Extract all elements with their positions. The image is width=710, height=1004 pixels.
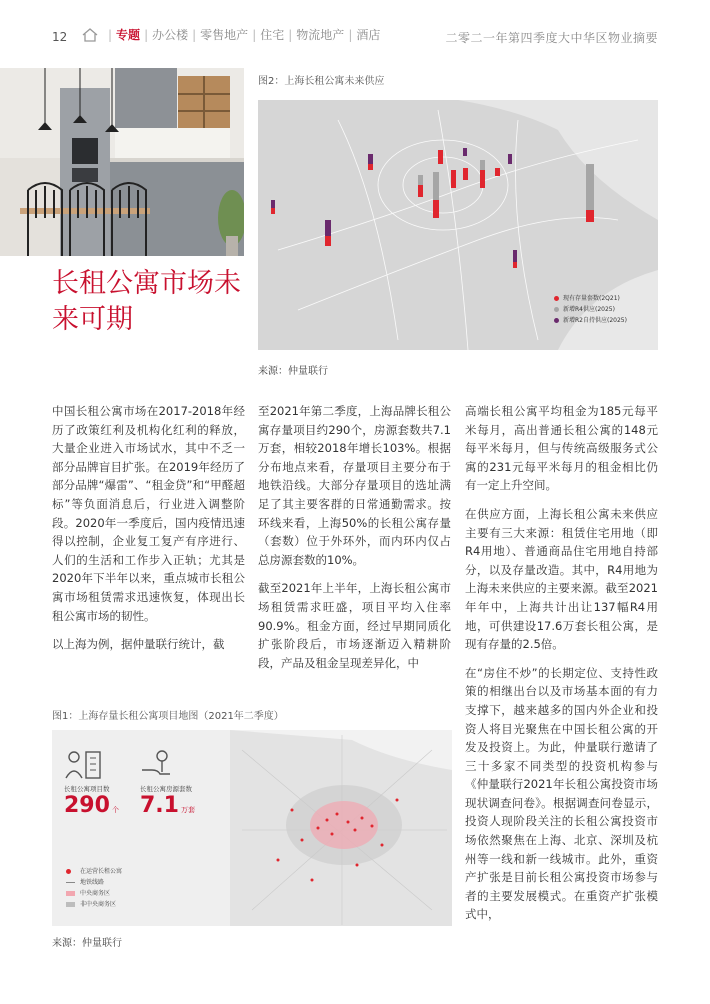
legend-item: 在运营长租公寓 xyxy=(66,866,122,877)
legend-swatch xyxy=(66,902,75,907)
legend-item: 新增R2自持供应(2025) xyxy=(554,315,627,326)
nav-separator: | xyxy=(108,27,113,42)
paragraph: 至2021年第二季度，上海品牌长租公寓存量项目约290个，房源套数共7.1万套，相较2018年增长103%。根据分布地点来看，存量项目主要分布于地铁沿线。大部分存量项目的选址满足了其主要客群的日常通勤需求。按环线来看，上海50%的长租公寓存量（套数）位于外环外，而内环内仅占总房源套数的10%。 xyxy=(258,404,451,567)
stat-label: 长租公寓房源套数 xyxy=(140,785,192,793)
nav-separator: | xyxy=(252,27,257,42)
paragraph: 在“房住不炒”的长期定位、支持性政策的相继出台以及市场基本面的有力支撑下，越来越多的国内外企业和投资人将目光聚焦在中国长租公寓的开发及投资上。为此，仲量联行邀请了三十多家不同类型的投资机构参与《仲量联行2021年长租公寓投资市场现状调查问卷》。根据调查问卷显示，投资人现阶段关注的长租公寓投资市场依然聚焦在上海、北京、深圳及杭州等一线和新一线城市。此外，重资产扩张是目前长租公寓投资市场参与者的主要发展模式。在重资产扩张模式中， xyxy=(465,665,658,922)
nav-item-special[interactable]: 专题 xyxy=(116,28,141,42)
nav-item-logistics[interactable]: 物流地产 xyxy=(296,28,345,42)
nav-separator: | xyxy=(144,27,149,42)
legend-item: 现有存量套数(2Q21) xyxy=(554,293,627,304)
legend-swatch xyxy=(66,869,71,874)
page-number: 12 xyxy=(52,30,68,44)
figure1-caption: 图1：上海存量长租公寓项目地图（2021年二季度） xyxy=(52,711,284,722)
figure2-legend xyxy=(554,293,627,326)
report-title: 二零二一年第四季度大中华区物业摘要 xyxy=(445,31,658,45)
stat-unit: 个 xyxy=(111,806,119,814)
stat-unit: 万套 xyxy=(180,806,195,814)
shanghai-stock-map xyxy=(52,730,452,926)
nav-separator: | xyxy=(348,27,353,42)
stat-unit-count xyxy=(140,784,195,818)
paragraph: 在供应方面，上海长租公寓未来供应主要有三大来源：租赁住宅用地（即R4用地）、普通商品住宅用地自持部分，以及存量改造。其中，R4用地为上海未来供应的主要来源。截至2021年年中，上海共计出让137幅R4用地，可供建设17.6万套长租公寓，是现有存量的2.5倍。 xyxy=(465,506,658,652)
legend-item: 非中央商务区 xyxy=(66,899,122,910)
stat-label: 长租公寓项目数 xyxy=(64,785,110,793)
paragraph: 截至2021年上半年，上海长租公寓市场租赁需求旺盛，项目平均入住率90.9%。租金方面，经过早期同质化扩张阶段后，市场逐渐迈入精耕阶段，产品及租金呈现差异化，中 xyxy=(258,581,451,670)
stat-value: 290 xyxy=(64,793,110,818)
figure2-source: 来源：仲量联行 xyxy=(258,366,328,377)
home-icon[interactable] xyxy=(82,28,98,42)
legend-swatch xyxy=(554,296,559,301)
nav-item-residential[interactable]: 住宅 xyxy=(260,28,285,42)
nav-item-retail[interactable]: 零售地产 xyxy=(200,28,249,42)
legend-swatch xyxy=(66,882,75,883)
body-column-1 xyxy=(52,402,245,664)
kitchen-photo xyxy=(0,68,244,256)
figure2-caption: 图2：上海长租公寓未来供应 xyxy=(258,76,385,87)
stat-project-count xyxy=(64,784,119,818)
legend-item: 中央商务区 xyxy=(66,888,122,899)
section-nav xyxy=(82,26,380,43)
legend-item: 地铁线路 xyxy=(66,877,122,888)
nav-item-hotel[interactable]: 酒店 xyxy=(356,28,381,42)
paragraph: 中国长租公寓市场在2017-2018年经历了政策红利及机构化红利的释放，大量企业进入市场试水，其中不乏一部分品牌盲目扩张。在2019年经历了部分品牌“爆雷”、“租金贷”和“甲醛超标”等负面消息后，行业进入调整阶段。2020年一季度后，国内疫情迅速得以控制，企业复工复产有序进行、人们的生活和工作步入正轨；尤其是2020年下半年以来，重点城市长租公寓市场租赁需求迅速恢复，体现出长租公寓市场的韧性。 xyxy=(52,404,245,623)
legend-item: 新增R4供应(2025) xyxy=(554,304,627,315)
legend-swatch xyxy=(554,307,559,312)
stat-value: 7.1 xyxy=(140,793,179,818)
legend-swatch xyxy=(66,891,75,896)
article-title: 长租公寓市场未来可期 xyxy=(52,268,241,335)
paragraph: 高端长租公寓平均租金为185元每平米每月，高出普通长租公寓的148元每平米每月，但与传统高级服务式公寓的231元每平米每月的租金相比仍有一定上升空间。 xyxy=(465,404,658,493)
nav-item-office[interactable]: 办公楼 xyxy=(152,28,189,42)
nav-separator: | xyxy=(288,27,293,42)
shanghai-supply-map xyxy=(258,100,658,350)
legend-swatch xyxy=(554,318,559,323)
hand-key-icon xyxy=(140,748,174,780)
figure1-legend xyxy=(66,866,122,910)
body-column-3 xyxy=(465,402,658,934)
paragraph: 以上海为例，据仲量联行统计，截 xyxy=(52,637,225,652)
body-column-2 xyxy=(258,402,451,682)
nav-separator: | xyxy=(192,27,197,42)
person-building-icon xyxy=(64,748,104,780)
figure1-source: 来源：仲量联行 xyxy=(52,938,122,949)
